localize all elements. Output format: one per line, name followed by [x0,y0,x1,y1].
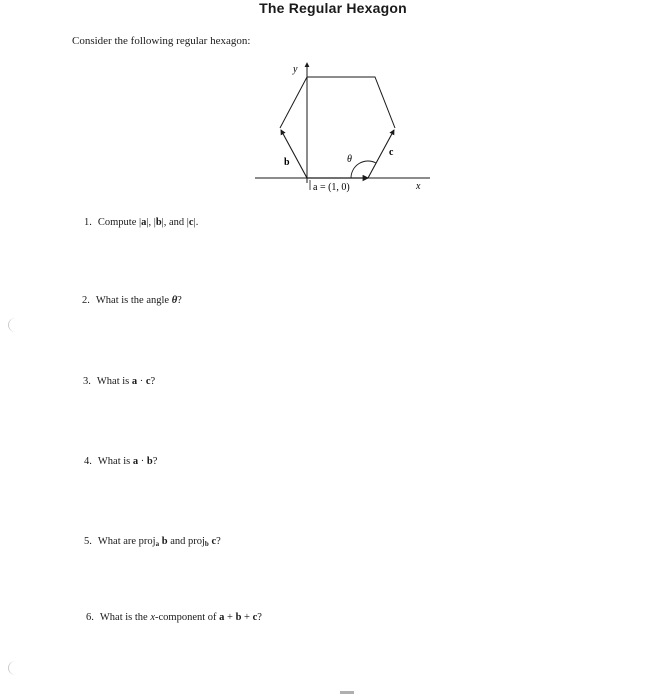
question-text: |. [193,217,199,228]
vector-b-symbol: b [159,536,168,547]
vector-a-symbol: a [141,217,147,228]
plus-operator: + [224,612,236,623]
question-text: What is [96,376,132,387]
question-text: ? [152,456,158,467]
y-axis-label: y [293,64,298,75]
question-text: |, | [146,217,156,228]
vector-a-label: a = (1, 0) [313,182,350,193]
vector-c-symbol: c [252,612,258,623]
question-2 [82,295,182,306]
vector-a-symbol: a [219,612,225,623]
question-text: ? [257,612,262,623]
x-axis-label: x [416,181,421,192]
question-text: and proj [167,536,205,547]
vector-a-symbol: a [132,456,139,467]
question-1 [84,217,198,228]
dot-operator: · [137,376,146,387]
vector-b-symbol: b [235,612,242,623]
question-text: What is the angle [95,295,172,306]
vector-c-symbol: c [145,376,151,387]
vector-c-label: c [389,147,394,158]
question-text: What are proj [97,536,156,547]
page-title: The Regular Hexagon [259,0,407,16]
binder-hole-mark [8,318,23,332]
theta-symbol: θ [171,295,178,306]
vector-c-symbol: c [188,217,194,228]
question-4 [84,456,157,467]
intro-text: Consider the following regular hexagon: [72,35,251,47]
question-text: ? [177,295,182,306]
x-variable: x [150,612,155,623]
question-3 [83,376,155,387]
question-text: ? [216,536,221,547]
dot-operator: · [138,456,147,467]
theta-label: θ [347,154,352,165]
vector-b [281,130,307,178]
question-number: 5. [84,536,92,547]
subscript-b: b [204,540,209,548]
question-number: 6. [86,612,94,623]
page-number-smudge [340,691,354,694]
vector-c-symbol: c [208,536,217,547]
hexagon-outline [280,77,395,128]
plus-operator: + [241,612,253,623]
subscript-a: a [155,540,160,548]
question-number: 1. [84,217,92,228]
vector-b-symbol: b [155,217,162,228]
question-text: What is [97,456,133,467]
question-text: Compute | [97,217,142,228]
vector-b-symbol: b [146,456,153,467]
question-5 [84,536,221,548]
question-number: 4. [84,456,92,467]
question-number: 3. [83,376,91,387]
question-text: What is the [99,612,151,623]
question-text: -component of [155,612,220,623]
question-number: 2. [82,295,90,306]
question-6 [86,612,262,623]
vector-b-label: b [284,157,290,168]
binder-hole-mark [8,661,23,675]
question-text: ? [150,376,156,387]
hexagon-figure [250,55,440,195]
question-text: |, and | [161,217,189,228]
vector-a-symbol: a [131,376,138,387]
